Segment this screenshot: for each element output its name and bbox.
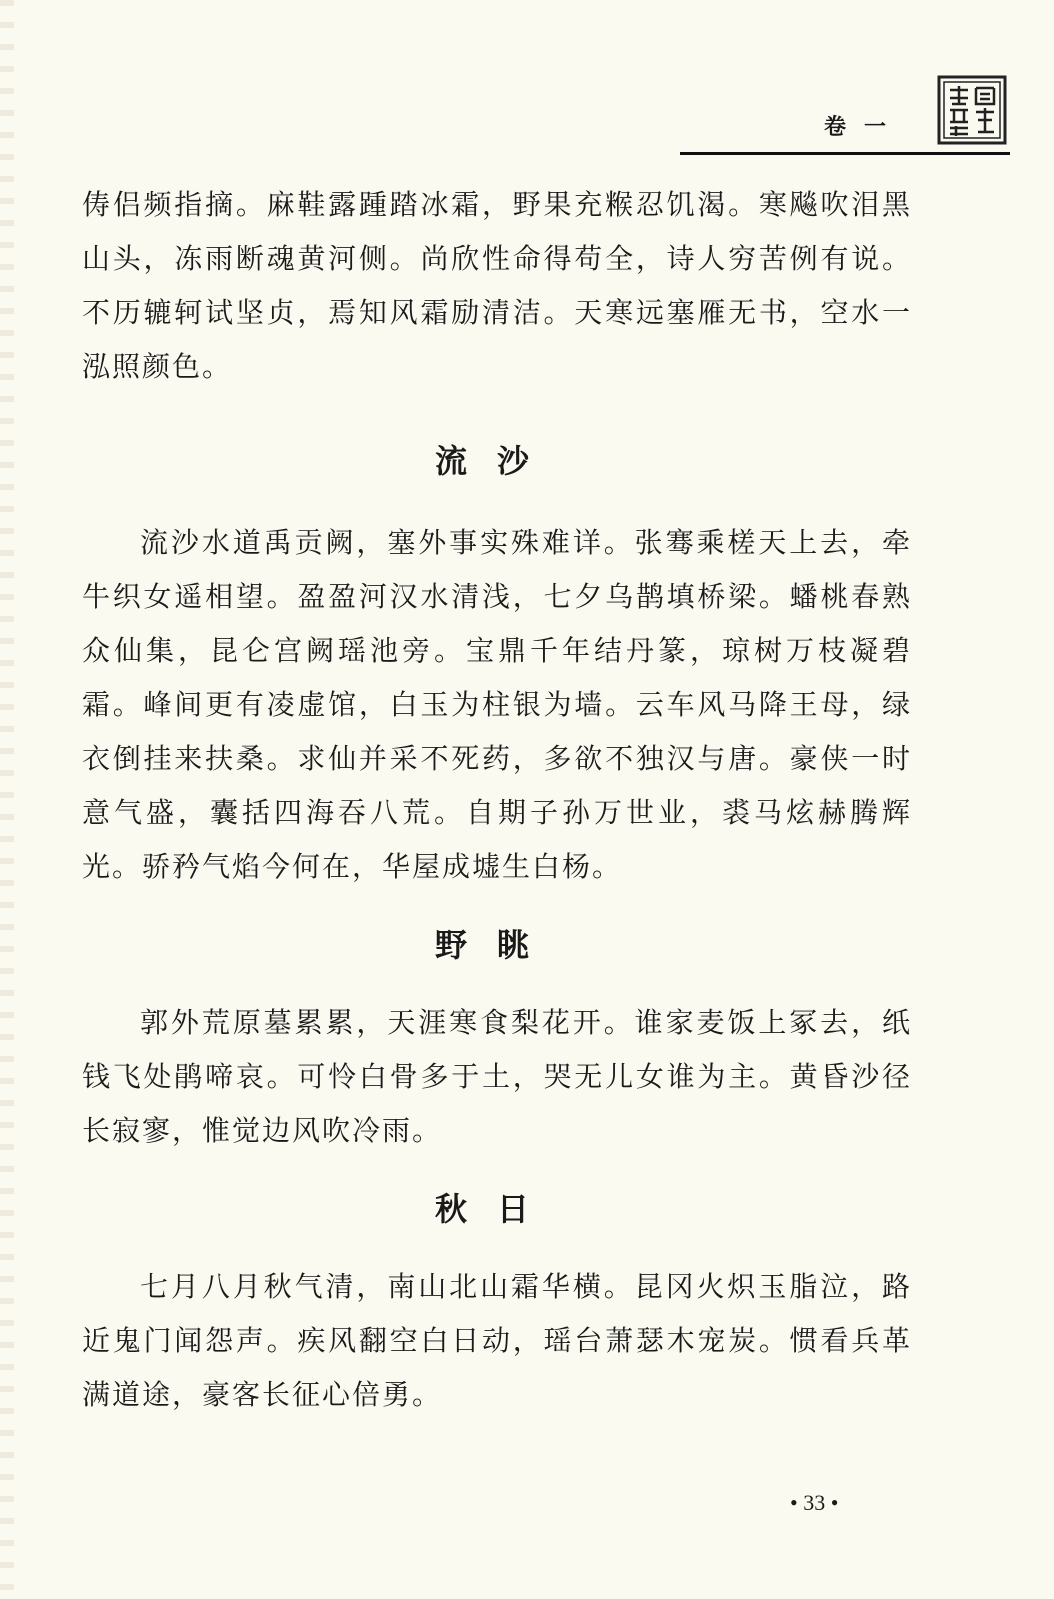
page-binding-edge [0, 0, 14, 1599]
poem-text-qiuri: 七月八月秋气清，南山北山霜华横。昆冈火炽玉脂泣，路近鬼门闻怨声。疾风翻空白日动，瑶台萧瑟木宠炭。惯看兵革满道途，豪客长征心倍勇。 [82, 1270, 912, 1411]
page-number: • 33 • [790, 1490, 839, 1515]
poem-title-qiuri: 秋日 [434, 1190, 559, 1228]
header-rule [680, 152, 1010, 155]
poem-text-liusha: 流沙水道禹贡阙，塞外事实殊难详。张骞乘槎天上去，牵牛织女遥相望。盈盈河汉水清浅，七夕乌鹊填桥梁。蟠桃春熟众仙集，昆仑宫阙瑶池旁。宝鼎千年结丹篆，琼树万枝凝碧霜。峰间更有凌虚馆，白玉为柱银为墙。云车风马降王母，绿衣倒挂来扶桑。求仙并采不死药，多欲不独汉与唐。豪侠一时意气盛，囊括四海吞八荒。自期子孙万世业，裘马炫赫腾辉光。骄矜气焰今何在，华屋成墟生白杨。 [82, 526, 912, 883]
poem-title-yetiao: 野眺 [434, 926, 559, 964]
main-text [82, 178, 912, 1422]
poem-text-yetiao: 郭外荒原墓累累，天涯寒食梨花开。谁家麦饭上冢去，纸钱飞处鹃啼哀。可怜白骨多于土，哭无儿女谁为主。黄昏沙径长寂寥，惟觉边风吹冷雨。 [82, 1006, 912, 1147]
seal-stamp-icon [936, 74, 1008, 146]
chapter-header: 卷一 [823, 115, 904, 140]
poem-title-liusha: 流沙 [434, 442, 559, 480]
poem-continued-text: 俦侣频指摘。麻鞋露踵踏冰霜，野果充糇忍饥渴。寒飚吹泪黑山头，冻雨断魂黄河侧。尚欣性命得苟全，诗人穷苦例有说。不历辘轲试坚贞，焉知风霜励清洁。天寒远塞雁无书，空水一泓照颜色。 [82, 188, 912, 383]
